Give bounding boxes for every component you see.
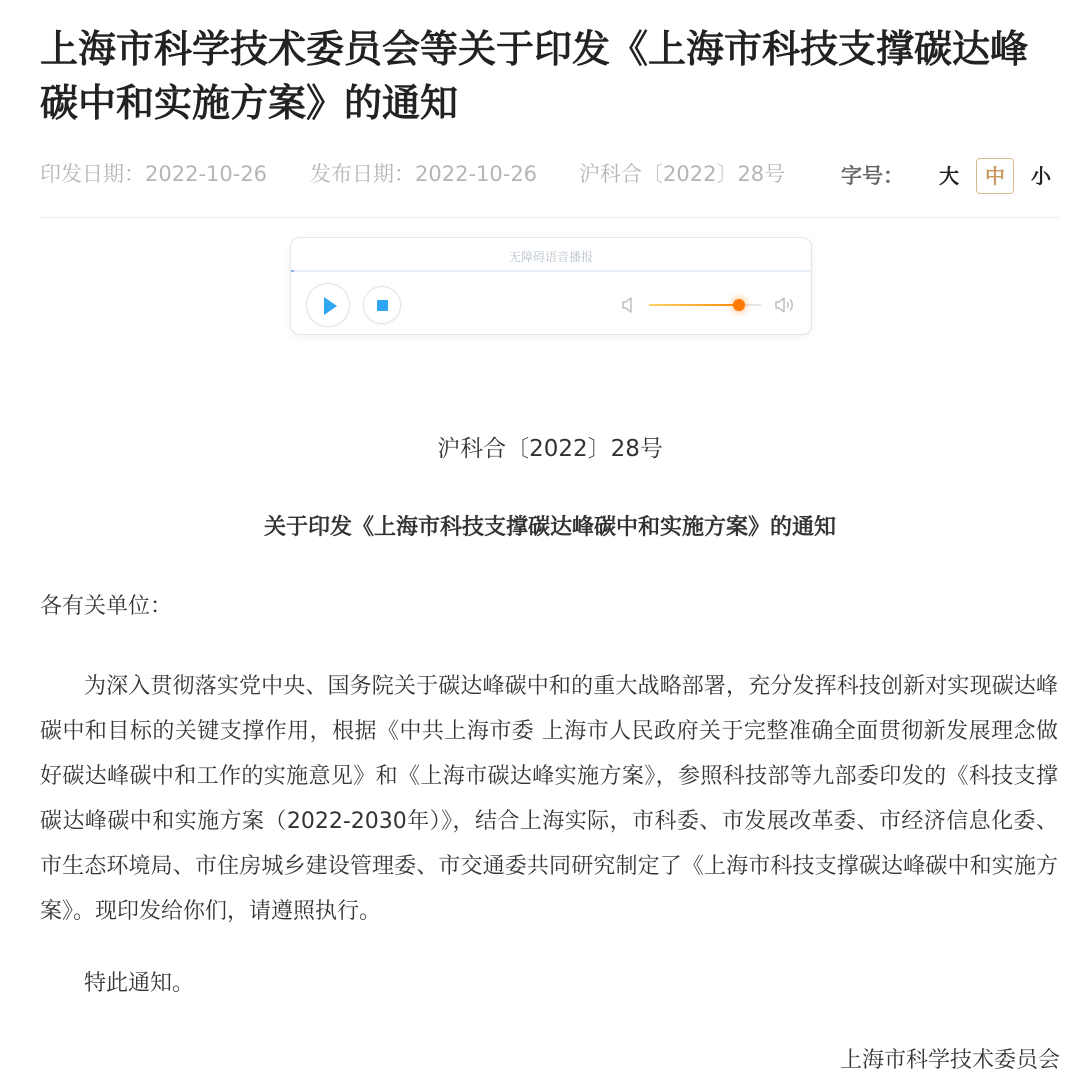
document-number-heading: 沪科合〔2022〕28号	[437, 436, 663, 462]
document-number: 沪科合〔2022〕28号	[579, 162, 786, 186]
font-size-switcher	[841, 158, 1060, 194]
volume-slider[interactable]	[649, 304, 761, 306]
document-title: 关于印发《上海市科技支撑碳达峰碳中和实施方案》的通知	[263, 515, 836, 540]
volume-high-icon[interactable]	[774, 295, 798, 315]
stop-button[interactable]	[363, 286, 401, 324]
article-meta	[40, 156, 1060, 196]
font-size-small-button[interactable]: 小	[1031, 164, 1051, 188]
closing-line: 特此通知。	[84, 971, 195, 996]
signature: 上海市科学技术委员会	[839, 1048, 1060, 1073]
print-date: 印发日期：2022-10-26	[40, 162, 268, 186]
volume-slider-handle[interactable]	[733, 299, 745, 311]
playback-progress-bar[interactable]	[291, 270, 811, 272]
font-size-label: 字号：	[841, 164, 904, 188]
play-button[interactable]	[306, 283, 350, 327]
header-divider	[40, 217, 1060, 218]
volume-low-icon[interactable]	[621, 295, 637, 315]
page-title: 上海市科学技术委员会等关于印发《上海市科技支撑碳达峰碳中和实施方案》的通知	[40, 27, 1029, 125]
audio-player	[290, 237, 812, 335]
salutation: 各有关单位：	[40, 594, 173, 619]
volume-slider-fill	[649, 304, 739, 306]
font-size-medium-button[interactable]: 中	[976, 158, 1014, 194]
player-label: 无障碍语音播报	[508, 250, 593, 264]
publish-date: 发布日期：2022-10-26	[310, 162, 538, 186]
body-paragraph: 为深入贯彻落实党中央、国务院关于碳达峰碳中和的重大战略部署，充分发挥科技创新对实现碳达峰碳中和目标的关键支撑作用，根据《中共上海市委 上海市人民政府关于完整准确全面贯彻新发展理念做好碳达峰碳中和工作的实施意见》和《上海市碳达峰实施方案》，参照科技部等九部委印发的《科技支撑碳达峰碳中和实施方案（2022-2030年）》，结合上海实际，市科委、市发展改革委、市经济信息化委、市生态环境局、市住房城乡建设管理委、市交通委共同研究制定了《上海市科技支撑碳达峰碳中和实施方案》。现印发给你们，请遵照执行。	[40, 674, 1058, 924]
font-size-large-button[interactable]: 大	[939, 164, 959, 188]
